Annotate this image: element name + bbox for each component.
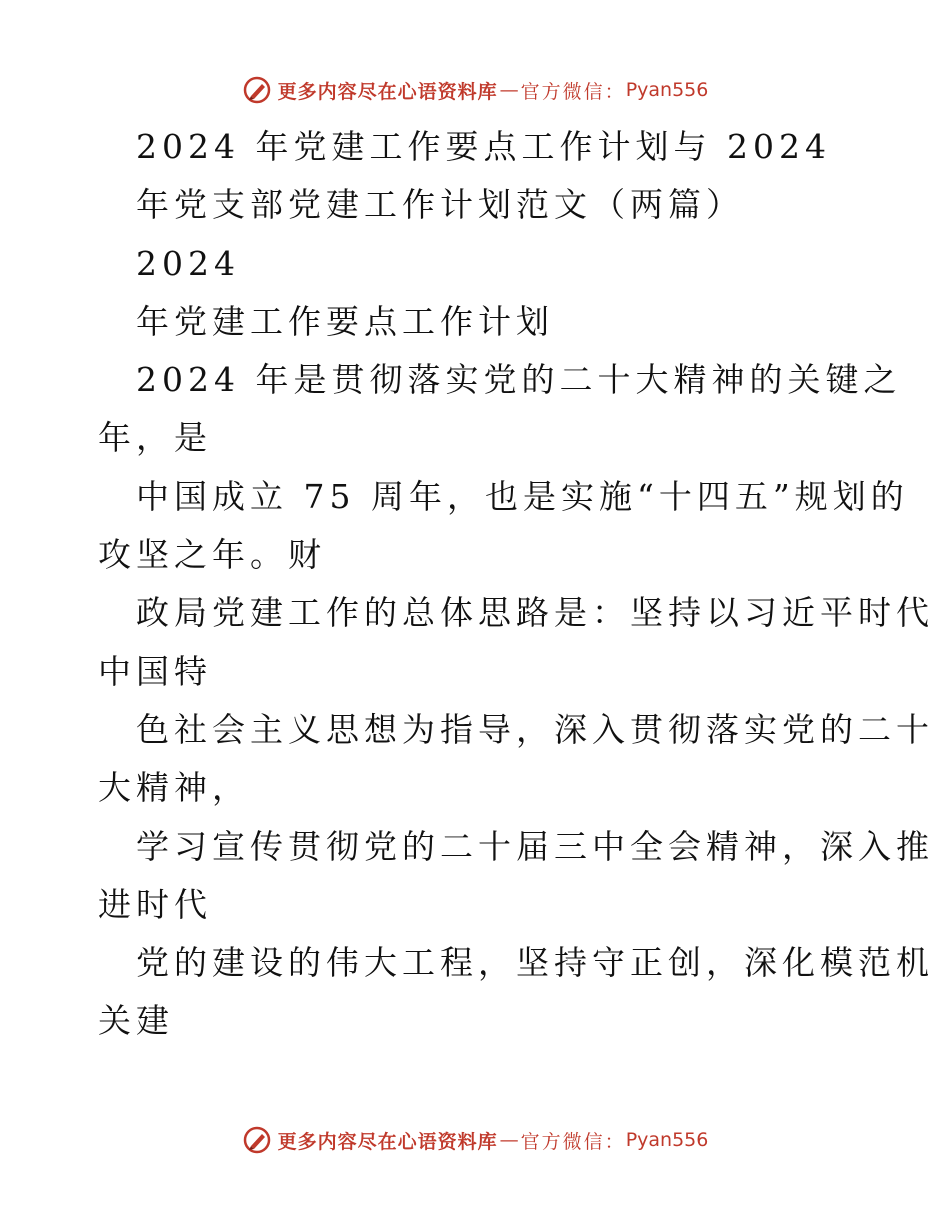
document-line: 关建 (98, 1001, 174, 1041)
document-line: 中国成立 75 周年，也是实施“十四五”规划的 (136, 476, 909, 516)
document-line: 进时代 (98, 884, 212, 924)
document-line: 年党支部党建工作计划范文（两篇） (136, 185, 744, 225)
header-watermark-banner (0, 70, 950, 110)
pen-logo-icon (242, 75, 272, 105)
banner-dash: — (499, 1129, 519, 1151)
document-line: 政局党建工作的总体思路是：坚持以习近平时代 (136, 593, 934, 633)
document-body (98, 118, 934, 1051)
banner-wechat-label: 官方微信： (520, 80, 626, 103)
footer-watermark-banner (0, 1120, 950, 1160)
document-line: 学习宣传贯彻党的二十届三中全会精神，深入推 (136, 826, 934, 866)
banner-brand-text: 更多内容尽在心语资料库 (277, 80, 498, 103)
document-line: 年党建工作要点工作计划 (136, 301, 554, 341)
pen-logo-icon (242, 1125, 272, 1155)
document-line: 大精神， (98, 768, 250, 808)
banner-brand-text: 更多内容尽在心语资料库 (277, 1130, 498, 1153)
document-line: 年，是 (98, 418, 212, 458)
document-line: 2024 (136, 243, 240, 283)
document-line: 色社会主义思想为指导，深入贯彻落实党的二十 (136, 709, 934, 749)
document-line: 中国特 (98, 651, 212, 691)
banner-wechat-id: Pyan556 (625, 1129, 709, 1151)
document-line: 党的建设的伟大工程，坚持守正创，深化模范机 (136, 943, 934, 983)
document-line: 攻坚之年。财 (98, 535, 326, 575)
document-line: 2024 年党建工作要点工作计划与 2024 (136, 127, 831, 166)
banner-wechat-id: Pyan556 (625, 79, 709, 101)
document-line: 2024 年是贯彻落实党的二十大精神的关键之 (136, 360, 902, 400)
banner-wechat-label: 官方微信： (520, 1130, 626, 1153)
banner-dash: — (499, 79, 519, 101)
